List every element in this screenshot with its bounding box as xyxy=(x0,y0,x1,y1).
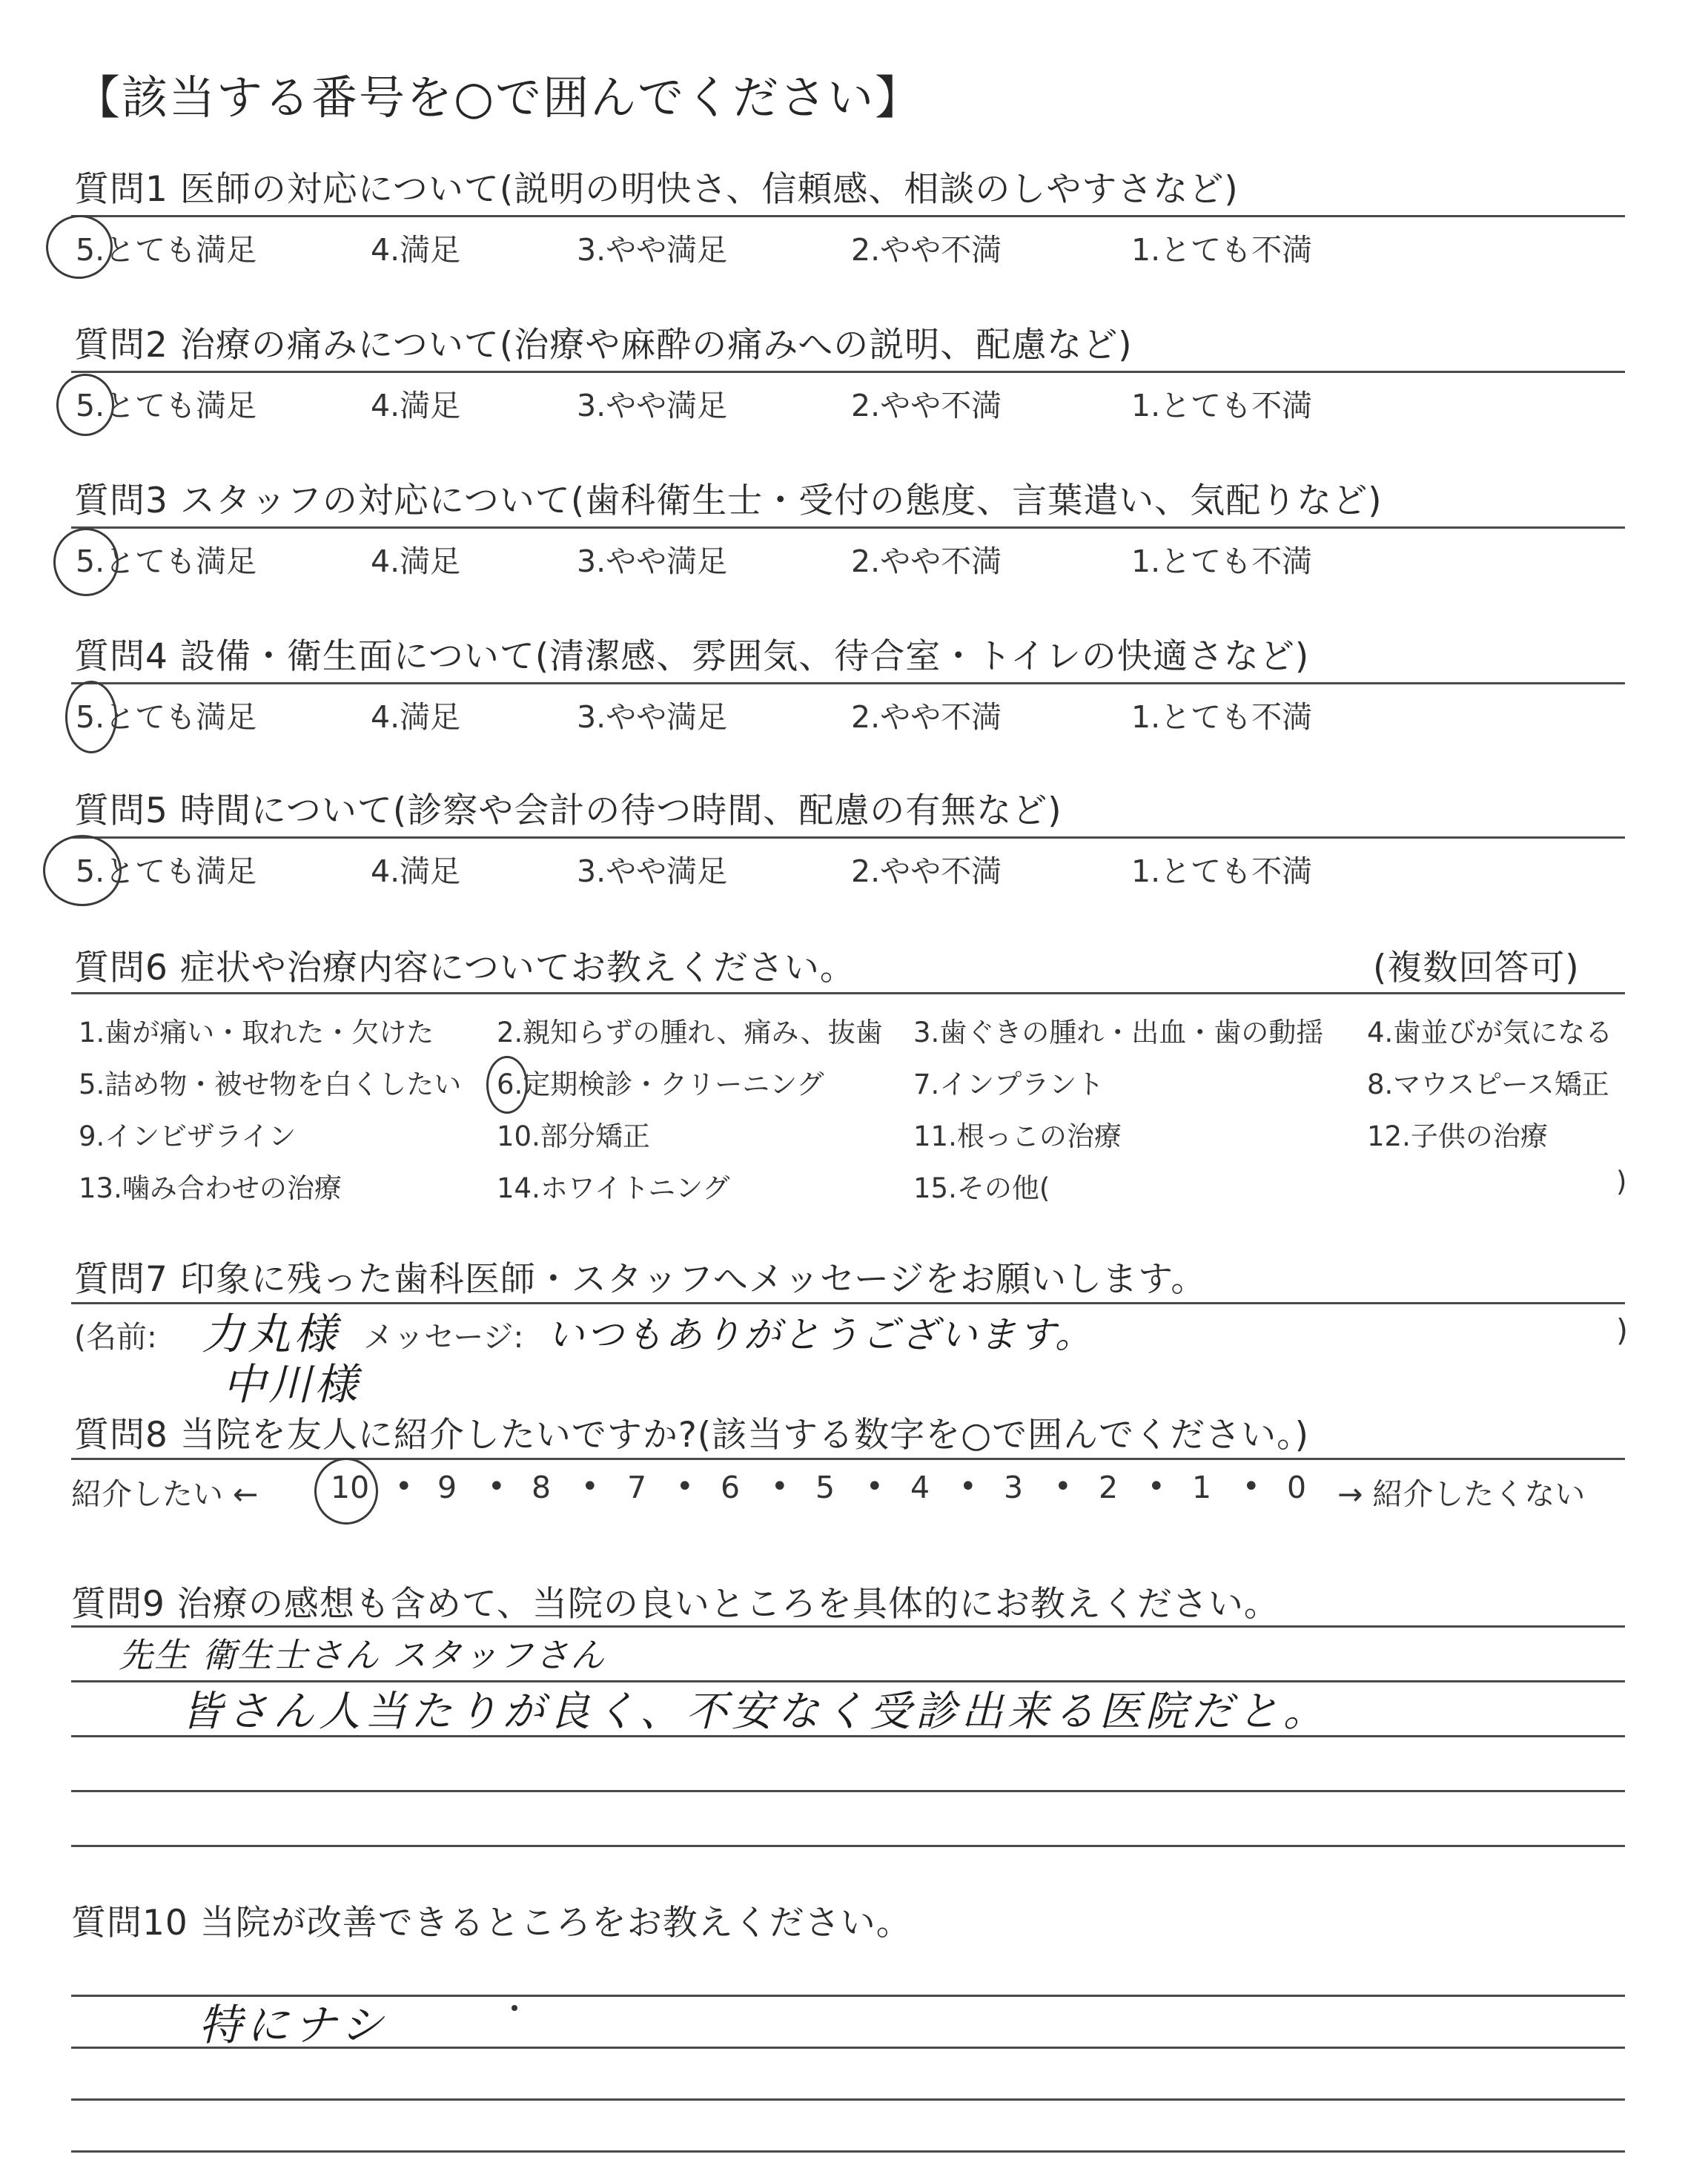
q1-option-1[interactable]: 1.とても不満 xyxy=(1131,232,1313,268)
q1-selection-circle xyxy=(42,211,116,283)
q10-stray-dot xyxy=(512,2005,517,2011)
q4-option-1[interactable]: 1.とても不満 xyxy=(1131,699,1313,735)
q3-option-1[interactable]: 1.とても不満 xyxy=(1131,544,1313,579)
q10-answer: 特にナシ xyxy=(199,2000,388,2050)
q6-option-4[interactable]: 4.歯並びが気になる xyxy=(1367,1017,1613,1048)
q6-option-2[interactable]: 2.親知らずの腫れ、痛み、抜歯 xyxy=(497,1017,883,1048)
q6-option-8[interactable]: 8.マウスピース矯正 xyxy=(1367,1069,1609,1100)
q9-rule xyxy=(71,1790,1625,1792)
q6-option-12[interactable]: 12.子供の治療 xyxy=(1367,1120,1548,1152)
q8-dot: • xyxy=(1148,1470,1165,1504)
q8-scale-5[interactable]: 5 xyxy=(815,1470,835,1505)
q6-note: (複数回答可) xyxy=(1373,948,1580,988)
q8-dot: • xyxy=(395,1470,413,1504)
q6-option-15[interactable]: 15.その他( xyxy=(913,1172,1050,1204)
q5-option-1[interactable]: 1.とても不満 xyxy=(1131,853,1313,889)
q4-title: 質問4 設備・衛生面について(清潔感、雰囲気、待合室・トイレの快適さなど) xyxy=(74,636,1310,677)
q10-rule xyxy=(71,2150,1625,2153)
q8-scale-7[interactable]: 7 xyxy=(627,1470,647,1505)
q2-selection-circle xyxy=(56,374,114,436)
q8-dot: • xyxy=(488,1470,506,1504)
q10-title: 質問10 当院が改善できるところをお教えください。 xyxy=(71,1903,912,1943)
q7-close-paren: ) xyxy=(1616,1312,1628,1348)
q1-option-2[interactable]: 2.やや不満 xyxy=(851,232,1002,268)
q4-rule xyxy=(71,682,1625,684)
q8-dot: • xyxy=(581,1470,599,1504)
q8-scale-6[interactable]: 6 xyxy=(721,1470,741,1505)
q9-rule xyxy=(71,1845,1625,1847)
q9-title: 質問9 治療の感想も含めて、当院の良いところを具体的にお教えください。 xyxy=(71,1584,1280,1625)
q8-dot: • xyxy=(676,1470,694,1504)
q9-answer-line1: 先生 衛生士さん スタッフさん xyxy=(119,1635,606,1675)
q8-title: 質問8 当院を友人に紹介したいですか?(該当する数字を○で囲んでください。) xyxy=(74,1415,1309,1456)
q9-answer-line2: 皆さん人当たりが良く、不安なく受診出来る医院だと。 xyxy=(181,1688,1329,1736)
q5-option-2[interactable]: 2.やや不満 xyxy=(851,853,1002,889)
q5-option-4[interactable]: 4.満足 xyxy=(371,853,461,889)
q8-dot: • xyxy=(959,1470,977,1504)
q2-rule xyxy=(71,371,1625,373)
q4-option-3[interactable]: 3.やや満足 xyxy=(577,699,728,735)
q3-option-3[interactable]: 3.やや満足 xyxy=(577,544,728,579)
q6-title: 質問6 症状や治療内容についてお教えください。 xyxy=(74,948,855,988)
q7-title: 質問7 印象に残った歯科医師・スタッフへメッセージをお願いします。 xyxy=(74,1259,1207,1300)
q6-option-14[interactable]: 14.ホワイトニング xyxy=(497,1172,730,1204)
q8-dot: • xyxy=(1242,1470,1260,1504)
q3-rule xyxy=(71,526,1625,529)
q3-option-5[interactable]: 5.とても満足 xyxy=(76,544,257,579)
q4-option-2[interactable]: 2.やや不満 xyxy=(851,699,1002,735)
q8-scale-10[interactable]: 10 xyxy=(331,1470,370,1505)
q6-option-3[interactable]: 3.歯ぐきの腫れ・出血・歯の動揺 xyxy=(913,1017,1324,1048)
q5-option-3[interactable]: 3.やや満足 xyxy=(577,853,728,889)
page-header: 【該当する番号を○で囲んでください】 xyxy=(74,70,923,125)
q8-scale-4[interactable]: 4 xyxy=(910,1470,930,1505)
q3-option-4[interactable]: 4.満足 xyxy=(371,544,461,579)
q8-scale-2[interactable]: 2 xyxy=(1099,1470,1119,1505)
q6-option-6[interactable]: 6.定期検診・クリーニング xyxy=(497,1069,824,1100)
q8-scale-1[interactable]: 1 xyxy=(1192,1470,1212,1505)
q6-option-15-close: ) xyxy=(1616,1166,1627,1198)
q2-option-5[interactable]: 5.とても満足 xyxy=(76,388,257,423)
q5-option-5[interactable]: 5.とても満足 xyxy=(76,853,257,889)
q2-option-1[interactable]: 1.とても不満 xyxy=(1131,388,1313,423)
q3-title: 質問3 スタッフの対応について(歯科衛生士・受付の態度、言葉遣い、気配りなど) xyxy=(74,480,1383,521)
q7-name-handwritten-1: 力丸様 xyxy=(202,1309,340,1359)
q8-scale-9[interactable]: 9 xyxy=(437,1470,457,1505)
q2-option-2[interactable]: 2.やや不満 xyxy=(851,388,1002,423)
q7-message-handwritten: いつもありがとうございます。 xyxy=(547,1313,1094,1356)
q6-option-5[interactable]: 5.詰め物・被せ物を白くしたい xyxy=(79,1069,462,1100)
q2-option-3[interactable]: 3.やや満足 xyxy=(577,388,728,423)
q7-message-label: メッセージ: xyxy=(363,1319,524,1355)
q3-selection-circle xyxy=(53,528,119,596)
q6-option-9[interactable]: 9.インビザライン xyxy=(79,1120,297,1152)
q1-rule xyxy=(71,215,1625,217)
q9-rule xyxy=(71,1625,1625,1628)
q5-title: 質問5 時間について(診察や会計の待つ時間、配慮の有無など) xyxy=(74,790,1062,831)
q6-option-13[interactable]: 13.噛み合わせの治療 xyxy=(79,1172,342,1204)
q7-name-handwritten-2: 中川様 xyxy=(222,1359,361,1410)
q2-title: 質問2 治療の痛みについて(治療や麻酔の痛みへの説明、配慮など) xyxy=(74,325,1133,366)
q8-left-label: 紹介したい ← xyxy=(71,1476,259,1512)
q4-selection-circle xyxy=(65,681,117,753)
q6-option-7[interactable]: 7.インプラント xyxy=(913,1069,1105,1100)
q6-selection-circle xyxy=(486,1056,528,1114)
q2-option-4[interactable]: 4.満足 xyxy=(371,388,461,423)
q6-rule xyxy=(71,992,1625,994)
q8-dot: • xyxy=(1054,1470,1072,1504)
q5-rule xyxy=(71,836,1625,839)
q8-dot: • xyxy=(866,1470,884,1504)
q5-selection-circle xyxy=(43,835,122,906)
q8-dot: • xyxy=(771,1470,789,1504)
q1-option-3[interactable]: 3.やや満足 xyxy=(577,232,728,268)
q8-scale-8[interactable]: 8 xyxy=(532,1470,552,1505)
q7-name-label: (名前: xyxy=(74,1319,157,1355)
q4-option-5[interactable]: 5.とても満足 xyxy=(76,699,257,735)
q8-right-label: → 紹介したくない xyxy=(1337,1476,1586,1512)
q10-rule xyxy=(71,2098,1625,2101)
q8-selection-circle xyxy=(314,1458,378,1525)
q6-option-1[interactable]: 1.歯が痛い・取れた・欠けた xyxy=(79,1017,434,1048)
q1-option-5[interactable]: 5.とても満足 xyxy=(76,232,257,268)
q8-scale-3[interactable]: 3 xyxy=(1004,1470,1024,1505)
q4-option-4[interactable]: 4.満足 xyxy=(371,699,461,735)
q8-scale-0[interactable]: 0 xyxy=(1287,1470,1307,1505)
q6-option-11[interactable]: 11.根っこの治療 xyxy=(913,1120,1122,1152)
q3-option-2[interactable]: 2.やや不満 xyxy=(851,544,1002,579)
q6-option-10[interactable]: 10.部分矯正 xyxy=(497,1120,650,1152)
q1-option-4[interactable]: 4.満足 xyxy=(371,232,461,268)
q1-title: 質問1 医師の対応について(説明の明快さ、信頼感、相談のしやすさなど) xyxy=(74,169,1239,210)
q8-rule xyxy=(71,1458,1625,1460)
